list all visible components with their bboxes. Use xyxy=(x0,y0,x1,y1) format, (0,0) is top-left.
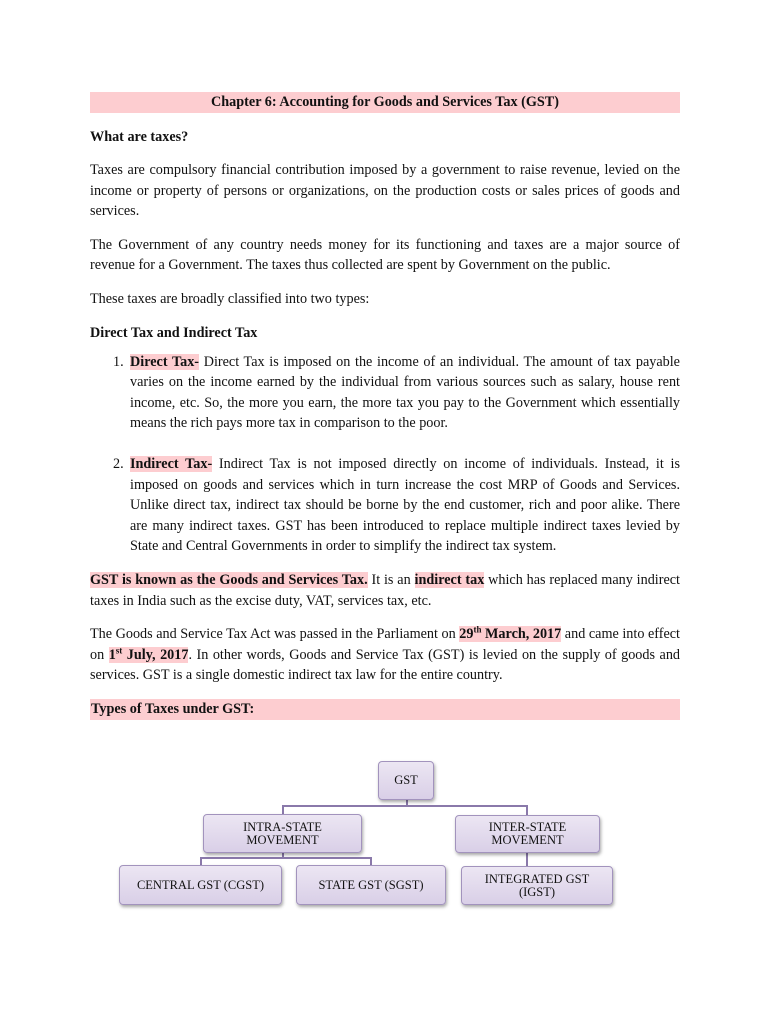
connector-line xyxy=(526,805,528,815)
gst-act-paragraph xyxy=(90,624,680,686)
document-page xyxy=(90,92,680,720)
gst-known-paragraph xyxy=(90,570,680,611)
what-are-taxes-heading: What are taxes? xyxy=(90,129,189,145)
list-number: 1. xyxy=(113,353,124,370)
types-of-taxes-heading: Types of Taxes under GST: xyxy=(90,699,680,720)
taxes-definition-paragraph: Taxes are compulsory financial contribution imposed by a government to raise revenue, levied on the income or property of persons or organizations, on the production costs or sales prices of goods and services. xyxy=(90,162,680,220)
connector-line xyxy=(282,805,528,807)
passed-date-rest: March, 2017 xyxy=(481,626,562,643)
effect-date-day: 1 xyxy=(108,646,116,663)
direct-indirect-heading: Direct Tax and Indirect Tax xyxy=(90,324,258,341)
passed-date-highlight xyxy=(459,626,561,642)
government-money-paragraph: The Government of any country needs money for its functioning and taxes are a major source of revenue for a Government. The taxes thus collected are spent by Government on the public. xyxy=(90,236,680,274)
gst-known-highlight: GST is known as the Goods and Services Tax. xyxy=(90,571,368,588)
connector-line xyxy=(406,800,408,806)
indirect-tax-text: Indirect Tax is not imposed directly on income of individuals. Instead, it is imposed on goods and services which in turn increase the cost MRP of Goods and Services. Unlike direct tax, indirect tax should be borne by the end customer, rich and poor alike. There are many indirect taxes. GST has been introduced to replace multiple indirect taxes levied by State and Central Governments in order to simplify the indirect tax system. xyxy=(130,455,681,555)
list-number: 2. xyxy=(113,455,124,472)
act-text-2: and came into effect on xyxy=(90,626,681,663)
direct-tax-text: Direct Tax is imposed on the income of an individual. The amount of tax payable varies on the income earned by the individual from various sources such as salary, house rent income, etc. So, the more you earn, the more tax you pay to the Government which essentially means the rich pays more tax in comparison to the poor. xyxy=(130,353,680,432)
direct-tax-term: Direct Tax- xyxy=(130,353,200,370)
indirect-tax-term: Indirect Tax- xyxy=(130,455,213,472)
passed-date-suffix: th xyxy=(473,624,482,635)
inter-state-node: INTER-STATE MOVEMENT xyxy=(455,815,600,853)
passed-date-day: 29 xyxy=(459,626,474,643)
connector-line xyxy=(526,853,528,866)
classification-paragraph: These taxes are broadly classified into two types: xyxy=(90,290,370,307)
gst-text-1: It is an xyxy=(367,571,415,588)
indirect-tax-highlight: indirect tax xyxy=(414,571,485,588)
list-item-indirect-tax xyxy=(90,454,680,557)
chapter-title: Chapter 6: Accounting for Goods and Services Tax (GST) xyxy=(90,92,680,113)
sgst-node: STATE GST (SGST) xyxy=(296,865,446,905)
connector-line xyxy=(282,853,284,858)
act-text-1: The Goods and Service Tax Act was passed in the Parliament on xyxy=(90,626,460,643)
effect-date-rest: July, 2017 xyxy=(122,646,189,663)
tax-types-list xyxy=(90,352,680,557)
gst-text-2: which has replaced many indirect taxes in India such as the excise duty, VAT, services tax, etc. xyxy=(90,571,680,609)
intra-state-node: INTRA-STATE MOVEMENT xyxy=(203,814,362,853)
cgst-node: CENTRAL GST (CGST) xyxy=(119,865,282,905)
effect-date-suffix: st xyxy=(115,644,123,655)
effect-date-highlight xyxy=(108,644,189,663)
gst-root-node: GST xyxy=(378,761,434,800)
act-text-3: . In other words, Goods and Service Tax (GST) is levied on the supply of goods and services. GST is a single domestic indirect tax law for the entire country. xyxy=(90,646,681,684)
list-item-direct-tax xyxy=(90,352,680,434)
igst-node: INTEGRATED GST (IGST) xyxy=(461,866,613,905)
connector-line xyxy=(200,857,372,859)
